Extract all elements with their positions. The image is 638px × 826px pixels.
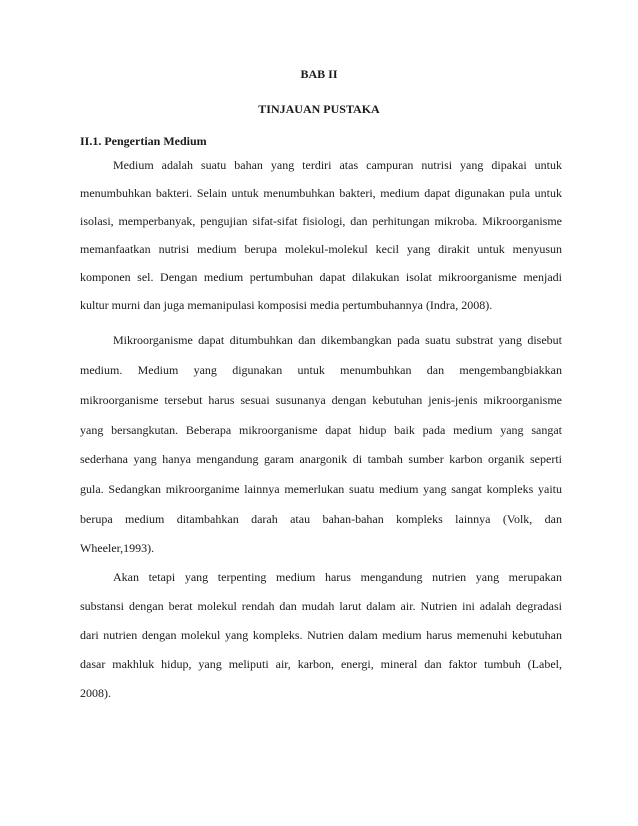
chapter-title: TINJAUAN PUSTAKA <box>258 102 380 116</box>
paragraph-3-line-5: 2008). <box>80 686 111 700</box>
paragraph-1-line-3: isolasi, memperbanyak, pengujian sifat-sifat fisiologi, dan perhitungan mikroba. Mikroorganisme <box>80 214 562 228</box>
paragraph-2-line-8: Wheeler,1993). <box>80 541 155 555</box>
paragraph-2-line-5: sederhana yang hanya mengandung garam anargonik di tambah sumber karbon organik seperti <box>80 452 562 466</box>
paragraph-2-line-2: medium. Medium yang digunakan untuk menumbuhkan dan mengembangbiakkan <box>80 363 562 377</box>
paragraph-1-line-4: memanfaatkan nutrisi medium berupa molekul-molekul kecil yang dirakit untuk menyusun <box>80 242 562 256</box>
paragraph-2-line-3: mikroorganisme tersebut harus sesuai susunanya dengan kebutuhan jenis-jenis mikroorganisme <box>80 393 562 407</box>
paragraph-3-line-4: dasar makhluk hidup, yang meliputi air, karbon, energi, mineral dan faktor tumbuh (Label, <box>80 657 562 671</box>
paragraph-1-line-1: Medium adalah suatu bahan yang terdiri atas campuran nutrisi yang dipakai untuk <box>113 158 562 172</box>
paragraph-2-line-4: yang bersangkutan. Beberapa mikroorganisme dapat hidup baik pada medium yang sangat <box>80 423 562 437</box>
paragraph-2-line-6: gula. Sedangkan mikroorganime lainnya memerlukan suatu medium yang sangat kompleks yaitu <box>80 482 562 496</box>
paragraph-2-line-1: Mikroorganisme dapat ditumbuhkan dan dikembangkan pada suatu substrat yang disebut <box>113 333 562 347</box>
paragraph-3-line-3: dari nutrien dengan molekul yang kompleks. Nutrien dalam medium harus memenuhi kebutuhan <box>80 628 562 642</box>
paragraph-1-line-6: kultur murni dan juga memanipulasi komposisi media pertumbuhannya (Indra, 2008). <box>80 298 493 312</box>
paragraph-3-line-2: substansi dengan berat molekul rendah dan mudah larut dalam air. Nutrien ini adalah degradasi <box>80 599 562 613</box>
paragraph-1-line-5: komponen sel. Dengan medium pertumbuhan dapat dilakukan isolat mikroorganisme menjadi <box>80 270 562 284</box>
paragraph-1-line-2: menumbuhkan bakteri. Selain untuk menumbuhkan bakteri, medium dapat digunakan pula untuk <box>80 186 562 200</box>
section-heading: II.1. Pengertian Medium <box>80 134 207 148</box>
chapter-number: BAB II <box>300 67 338 81</box>
paragraph-2-line-7: berupa medium ditambahkan darah atau bahan-bahan kompleks lainnya (Volk, dan <box>80 512 562 526</box>
paragraph-3-line-1: Akan tetapi yang terpenting medium harus mengandung nutrien yang merupakan <box>113 570 562 584</box>
